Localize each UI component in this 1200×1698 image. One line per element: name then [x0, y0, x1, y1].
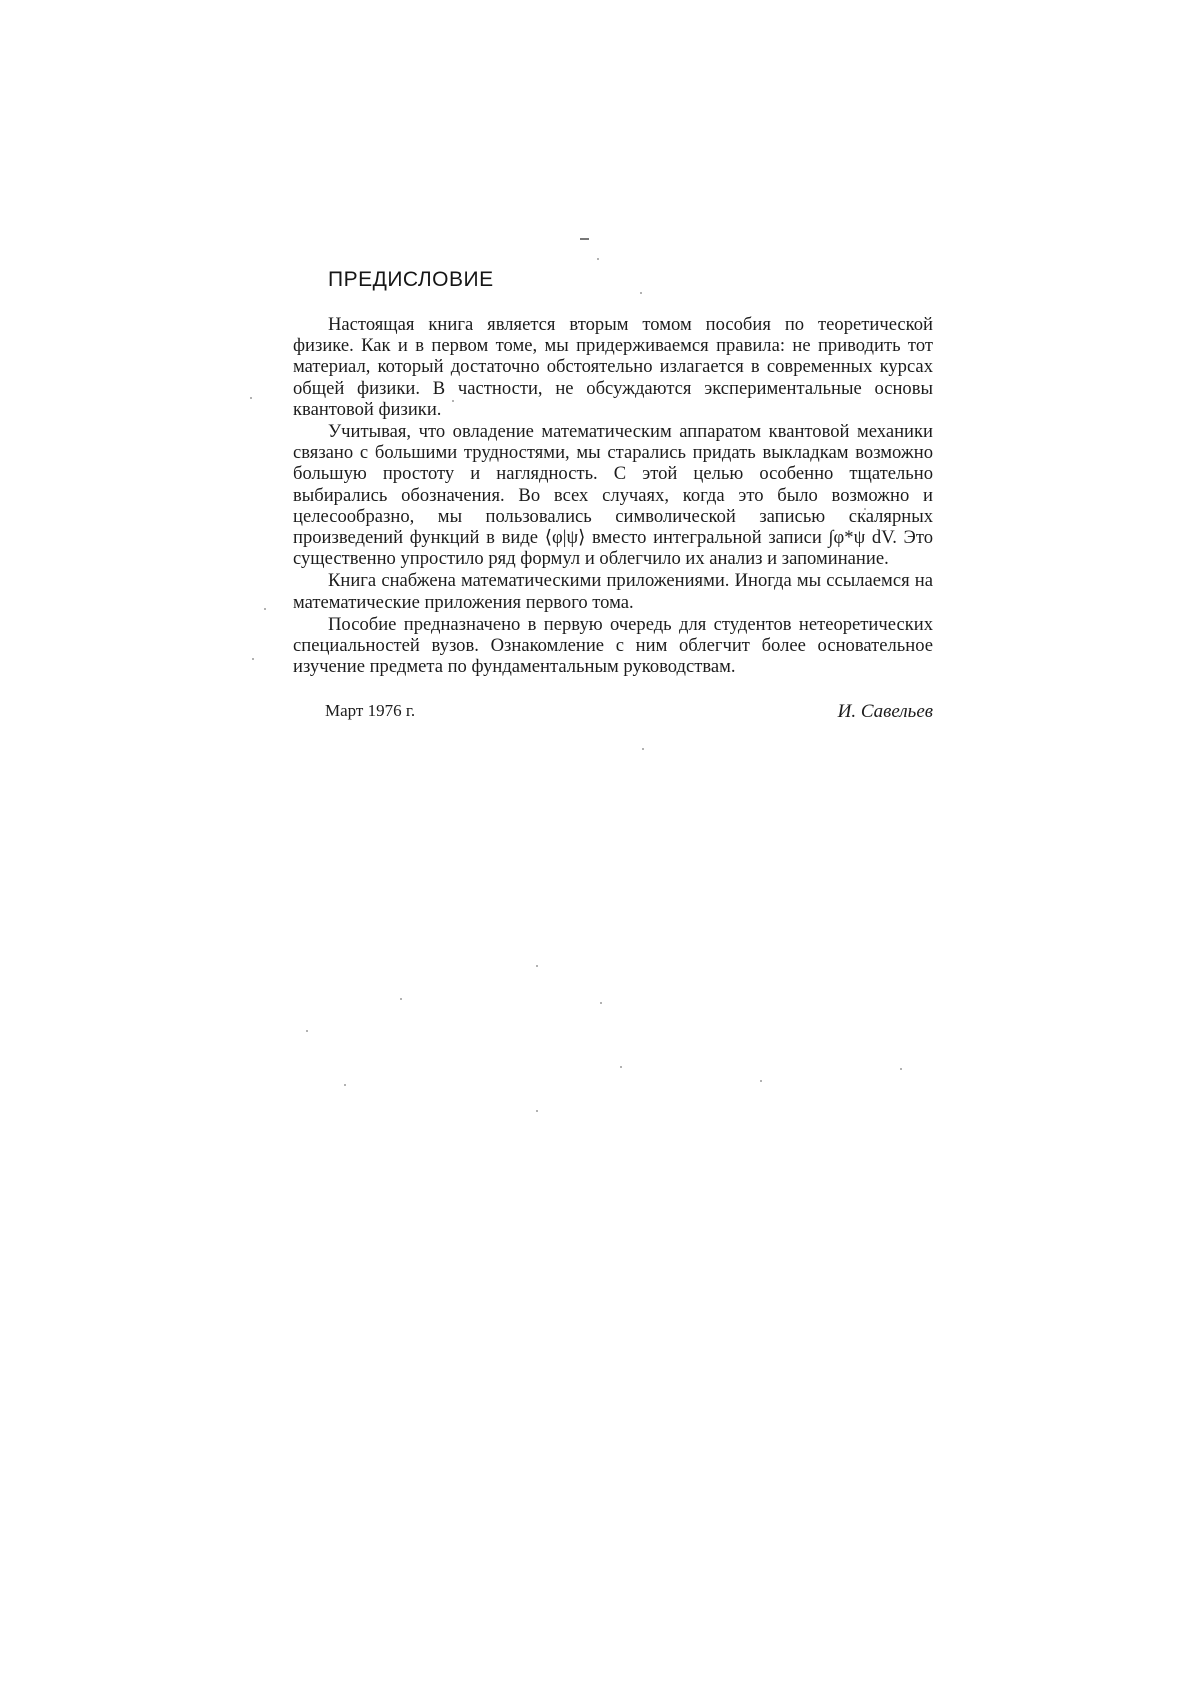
preface-paragraph-3: Книга снабжена математическими приложениями. Иногда мы ссылаемся на математические приложения первого тома.	[293, 570, 933, 613]
scan-speck	[642, 748, 644, 750]
scan-speck	[252, 658, 254, 660]
preface-section	[293, 268, 933, 725]
signature-row	[293, 701, 933, 725]
scan-speck	[536, 1110, 538, 1112]
scan-speck	[900, 1068, 902, 1070]
preface-paragraph-1: Настоящая книга является вторым томом пособия по теоретической физике. Как и в первом томе, мы придерживаемся правила: не приводить тот материал, который достаточно обстоятельно излагается в современных курсах общей физики. В частности, не обсуждаются экспериментальные основы квантовой физики.	[293, 314, 933, 420]
scan-speck	[344, 1084, 346, 1086]
scan-mark	[580, 238, 589, 240]
scan-speck	[600, 1002, 602, 1004]
scan-speck	[760, 1080, 762, 1082]
preface-date: Март 1976 г.	[325, 701, 416, 721]
scan-speck	[620, 1066, 622, 1068]
preface-paragraph-4: Пособие предназначено в первую очередь для студентов нетеоретических специальностей вузов. Ознакомление с ним облегчит более основательное изучение предмета по фундаментальным руководствам.	[293, 613, 933, 678]
scan-speck	[250, 397, 252, 399]
scan-speck	[597, 258, 599, 260]
scan-speck	[536, 965, 538, 967]
preface-paragraph-2: Учитывая, что овладение математическим аппаратом квантовой механики связано с большими трудностями, мы старались придать выкладкам возможно большую простоту и наглядность. С этой целью особенно тщательно выбирались обозначения. Во всех случаях, когда это было возможно и целесообразно, мы пользовались символической записью скалярных произведений функций в виде ⟨φ|ψ⟩ вместо интегральной записи ∫φ*ψ dV. Это существенно упростило ряд формул и облегчило их анализ и запоминание.	[293, 421, 933, 570]
scan-speck	[400, 998, 402, 1000]
preface-title: ПРЕДИСЛОВИЕ	[328, 268, 494, 291]
scan-speck	[264, 608, 266, 610]
preface-author: И. Савельев	[837, 701, 933, 723]
scan-speck	[306, 1030, 308, 1032]
